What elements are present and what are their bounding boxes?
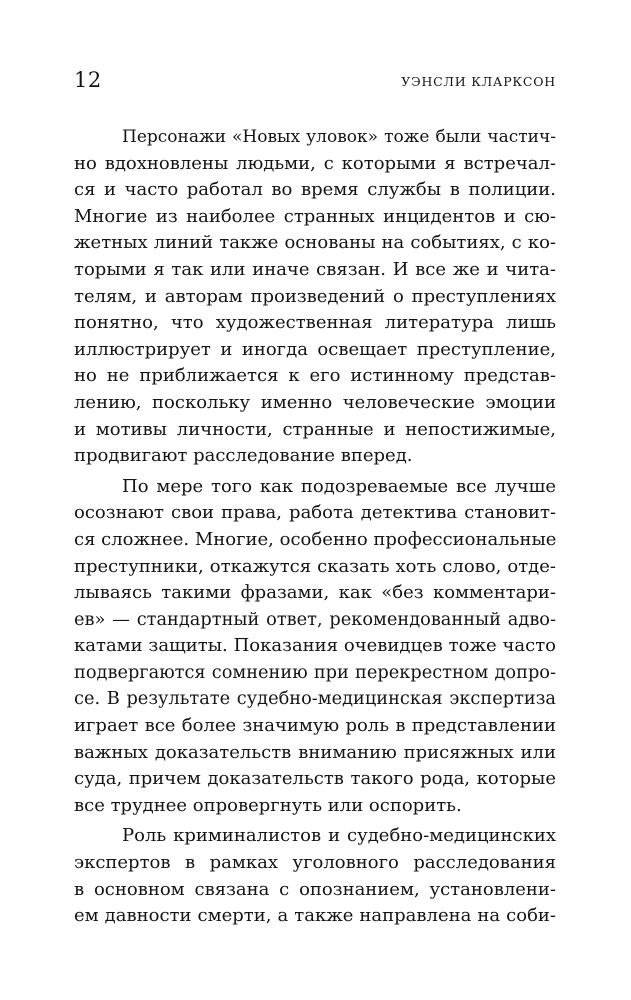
text-line: и мотивы личности, странные и непостижимые, (74, 418, 556, 440)
page-number: 12 (74, 68, 102, 92)
text-line: торыми я так или иначе связан. И все же и чита- (74, 258, 556, 280)
text-line: важных доказательств вниманию присяжных или (74, 741, 556, 763)
text-line: лываясь такими фразами, как «без комментари- (74, 582, 556, 604)
text-line: продвигают расследование вперед. (74, 445, 413, 467)
text-line: жетных линий также основаны на событиях, с ко- (74, 232, 556, 254)
body-text (74, 124, 556, 930)
paragraph-3 (74, 823, 556, 929)
text-line: играет все более значимую роль в представлении (74, 715, 556, 737)
text-line: Многие из наиболее странных инцидентов и сю- (74, 205, 556, 227)
text-line: катами защиты. Показания очевидцев тоже часто (74, 635, 556, 657)
text-line: По мере того как подозреваемые все лучше (122, 475, 556, 497)
text-line: ся сложнее. Многие, особенно профессиональные (74, 528, 557, 550)
text-line: ем давности смерти, а также направлена на соби- (74, 905, 556, 927)
text-line: экспертов в рамках уголовного расследования (74, 852, 556, 874)
text-line: телям, и авторам произведений о преступлениях (74, 285, 556, 307)
text-line: осознают свои права, работа детектива становит- (74, 502, 556, 524)
text-line: но вдохновлены людьми, с которыми я встречал- (74, 152, 556, 174)
text-line: в основном связана с опознанием, установлени- (74, 878, 556, 900)
text-line: суда, причем доказательств такого рода, которые (74, 768, 556, 790)
text-line: Роль криминалистов и судебно-медицинских (122, 825, 556, 847)
paragraph-1 (74, 124, 556, 470)
text-line: подвергаются сомнению при перекрестном допро- (74, 662, 556, 683)
text-line: Персонажи «Новых уловок» тоже были частич- (122, 127, 556, 147)
text-line: ев» — стандартный ответ, рекомендованный адво- (74, 609, 556, 630)
running-head-author: УЭНСЛИ КЛАРКСОН (401, 74, 556, 89)
text-line: все труднее опровергнуть или оспорить. (74, 794, 462, 816)
paragraph-2 (74, 474, 556, 820)
text-line: ся и часто работал во время службы в полиции. (74, 179, 556, 201)
text-line: понятно, что художественная литература лишь (74, 312, 556, 334)
text-line: се. В результате судебно-медицинская экспертиза (74, 689, 556, 710)
text-line: иллюстрирует и иногда освещает преступление, (74, 338, 556, 360)
text-line: но не приближается к его истинному представ- (74, 365, 556, 387)
text-line: лению, поскольку именно человеческие эмоции (74, 391, 556, 413)
text-line: преступники, откажутся сказать хоть слово, отде- (74, 555, 556, 577)
